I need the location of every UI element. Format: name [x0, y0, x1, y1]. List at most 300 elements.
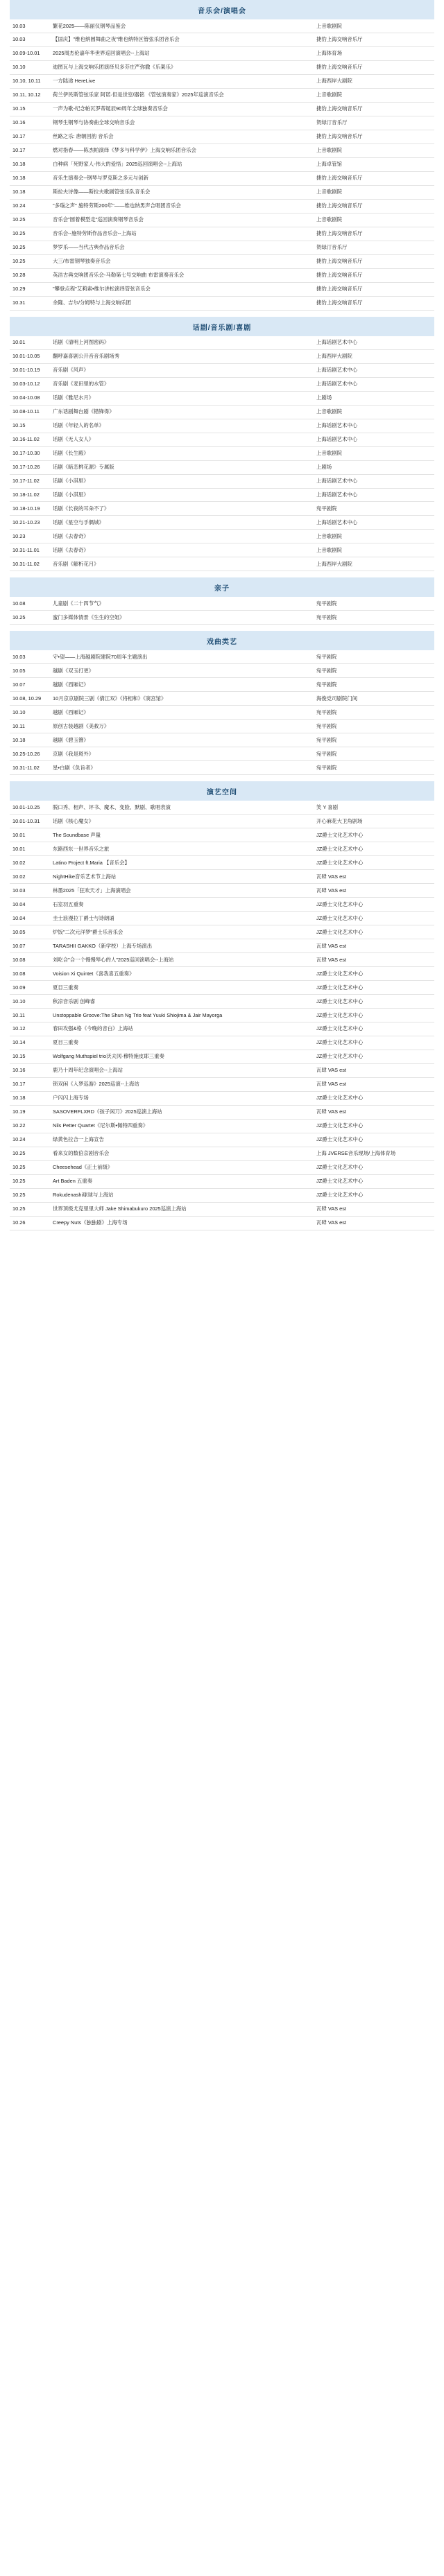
event-date: 10.02	[10, 856, 50, 870]
event-date: 10.11, 10.12	[10, 88, 50, 102]
section-spacer-cell	[10, 775, 434, 782]
table-row	[10, 171, 434, 185]
event-name: 10月京京剧院三剧《倩江双》《将相和》《窦宫馆》	[50, 692, 314, 706]
event-name: 音乐剧《风声》	[50, 363, 314, 377]
event-date: 10.25	[10, 241, 50, 254]
event-venue: 上剧场	[314, 391, 434, 405]
event-venue: 捷豹上海交响音乐厅	[314, 296, 434, 310]
event-date: 10.10	[10, 706, 50, 720]
event-date: 10.17	[10, 143, 50, 157]
event-name: 锁双闲《入梦巡游》2025巡演--上海站	[50, 1077, 314, 1091]
event-name: 星•白剧《负旨者》	[50, 761, 314, 775]
event-venue: 上海西岸大剧院	[314, 349, 434, 363]
event-date: 10.03	[10, 650, 50, 663]
event-date: 10.31	[10, 296, 50, 310]
event-venue: 捷豹上海交响音乐厅	[314, 268, 434, 282]
section-title: 亲子	[10, 577, 434, 597]
event-venue: JZ爵士文化艺术中心	[314, 842, 434, 856]
event-venue: JZ爵士文化艺术中心	[314, 1036, 434, 1050]
event-name: 炉饭"二次元洋梦"爵士乐音乐会	[50, 925, 314, 939]
event-date: 10.05	[10, 925, 50, 939]
event-venue: JZ爵士文化艺术中心	[314, 898, 434, 912]
event-date: 10.17	[10, 1077, 50, 1091]
event-date: 10.15	[10, 419, 50, 433]
event-venue: 上音歌剧院	[314, 530, 434, 543]
event-date: 10.08	[10, 597, 50, 610]
table-row	[10, 241, 434, 254]
event-venue: 贺绿汀音乐厅	[314, 241, 434, 254]
table-row	[10, 1050, 434, 1063]
event-venue: 上海话剧艺术中心	[314, 474, 434, 488]
event-name: Voision Xi Quintet《喜我喜五重奏》	[50, 967, 314, 981]
table-row	[10, 1133, 434, 1147]
event-name: Art Baden 五重奏	[50, 1174, 314, 1188]
event-date: 10.18	[10, 733, 50, 747]
event-date: 10.07	[10, 678, 50, 692]
table-row	[10, 1216, 434, 1230]
event-date: 10.17-11.02	[10, 474, 50, 488]
table-row	[10, 88, 434, 102]
table-row	[10, 336, 434, 349]
event-date: 10.10	[10, 60, 50, 74]
table-row	[10, 391, 434, 405]
event-date: 10.01-10.25	[10, 801, 50, 814]
event-date: 10.18	[10, 185, 50, 199]
event-date: 10.23	[10, 530, 50, 543]
event-venue: 捷豹上海交响音乐厅	[314, 199, 434, 213]
event-name: 钢琴生钢琴与协奏曲全球交响音乐会	[50, 116, 314, 130]
event-name: Rokudenashi球球与上海站	[50, 1188, 314, 1202]
event-venue: 捷豹上海交响音乐厅	[314, 102, 434, 116]
event-name: 余隆、吉尔/分姆特与上海交响乐团	[50, 296, 314, 310]
event-name: 繁花2025——陈丽仪钢琴品鉴会	[50, 19, 314, 33]
event-date: 10.25	[10, 1202, 50, 1216]
event-date: 10.07	[10, 939, 50, 953]
event-venue: 上音歌剧院	[314, 19, 434, 33]
table-row	[10, 953, 434, 967]
table-row	[10, 543, 434, 557]
table-row	[10, 981, 434, 995]
event-name: The Soundbase 声量	[50, 828, 314, 842]
table-row	[10, 1022, 434, 1036]
event-venue: 上海话剧艺术中心	[314, 377, 434, 391]
event-venue: 上剧场	[314, 460, 434, 474]
event-name: 话剧《清明上河图密码》	[50, 336, 314, 349]
event-venue: 上海话剧艺术中心	[314, 336, 434, 349]
table-row	[10, 530, 434, 543]
event-name: 秋凉音乐剧 创峰睿	[50, 995, 314, 1009]
event-name: 【国庆】"维也纳圆舞曲之夜"维也纳特区管弦乐团音乐会	[50, 33, 314, 46]
table-row	[10, 130, 434, 143]
section-header	[10, 317, 434, 336]
event-venue: 宛平剧院	[314, 597, 434, 610]
table-row	[10, 856, 434, 870]
event-venue: JZ爵士文化艺术中心	[314, 1188, 434, 1202]
event-venue: 宛平剧院	[314, 664, 434, 678]
event-venue: 捷豹上海交响音乐厅	[314, 282, 434, 296]
table-row	[10, 74, 434, 88]
event-venue: 上海体育场	[314, 46, 434, 60]
section-header	[10, 577, 434, 597]
event-venue: 笑 Y 喜剧	[314, 801, 434, 814]
event-venue: 捷豹上海交响音乐厅	[314, 33, 434, 46]
table-row	[10, 1174, 434, 1188]
table-row	[10, 1077, 434, 1091]
table-row	[10, 870, 434, 884]
event-venue: JZ爵士文化艺术中心	[314, 1119, 434, 1133]
event-name: 话剧《去春奇》	[50, 543, 314, 557]
table-row	[10, 1036, 434, 1050]
event-date: 10.15	[10, 1050, 50, 1063]
event-date: 10.28	[10, 268, 50, 282]
event-date: 10.24	[10, 199, 50, 213]
table-row	[10, 912, 434, 925]
table-row	[10, 363, 434, 377]
table-row	[10, 268, 434, 282]
event-name: 看来女的数倍京剧音乐会	[50, 1147, 314, 1160]
table-row	[10, 557, 434, 571]
event-date: 10.19	[10, 1105, 50, 1119]
table-row	[10, 1147, 434, 1160]
event-name: 世界顶级尤克里里大师 Jake Shimabukuro 2025巡演上海站	[50, 1202, 314, 1216]
event-name: 话剧《暗恋桃花源》专属版	[50, 460, 314, 474]
table-row	[10, 650, 434, 663]
event-date: 10.01-10.31	[10, 815, 50, 828]
event-date: 10.25	[10, 213, 50, 227]
event-date: 10.01	[10, 842, 50, 856]
event-name: 东路西东一世界音乐之旅	[50, 842, 314, 856]
section-title: 音乐会/演唱会	[10, 0, 434, 19]
table-row	[10, 349, 434, 363]
event-venue: JZ爵士文化艺术中心	[314, 981, 434, 995]
event-venue: 开心麻花大卫角剧场	[314, 815, 434, 828]
event-date: 10.31-11.02	[10, 761, 50, 775]
table-row	[10, 102, 434, 116]
event-date: 10.24	[10, 1133, 50, 1147]
event-name: 守•望——上海越剧院建院70周年主题演出	[50, 650, 314, 663]
event-venue: 上海西岸大剧院	[314, 74, 434, 88]
event-name: Wolfgang Muthspiel trio沃夫冈·穆特施皮耶三重奏	[50, 1050, 314, 1063]
event-date: 10.25-10.26	[10, 747, 50, 761]
event-venue: 捷豹上海交响音乐厅	[314, 130, 434, 143]
event-date: 10.10	[10, 995, 50, 1009]
table-row	[10, 377, 434, 391]
event-date: 10.25	[10, 1160, 50, 1174]
event-date: 10.25	[10, 227, 50, 241]
event-name: 越剧《西厢记》	[50, 706, 314, 720]
section-title: 戏曲类艺	[10, 631, 434, 650]
table-row	[10, 678, 434, 692]
event-name: 儿童剧《二十四节气》	[50, 597, 314, 610]
table-row	[10, 597, 434, 610]
event-name: 丝路之乐: 唐朝回韵 音乐会	[50, 130, 314, 143]
event-venue: JZ爵士文化艺术中心	[314, 1009, 434, 1022]
event-name: "攀登点程"艾莉索•维尔讲松演绎管弦音乐会	[50, 282, 314, 296]
event-venue: 瓦肆 VAS est	[314, 939, 434, 953]
table-row	[10, 967, 434, 981]
event-date: 10.04	[10, 898, 50, 912]
event-date: 10.05	[10, 664, 50, 678]
table-row	[10, 213, 434, 227]
table-row	[10, 1202, 434, 1216]
table-row	[10, 828, 434, 842]
event-name: 白种病「死野家人-伟大的爱悟」2025巡回演唱会--上海站	[50, 157, 314, 171]
event-venue: JZ爵士文化艺术中心	[314, 1133, 434, 1147]
event-name: 英洁古典交响团音乐会-马勒第七号交响曲 布雷演奏音乐会	[50, 268, 314, 282]
event-venue: 上音歌剧院	[314, 543, 434, 557]
event-date: 10.22	[10, 1119, 50, 1133]
section-header	[10, 0, 434, 19]
event-name: 燃对指春——陈杰帕演绎《梦多与科学伊》上海交响乐团音乐会	[50, 143, 314, 157]
event-date: 10.11	[10, 720, 50, 733]
event-name: 脱口秀、相声、评书、魔术、变脸、默剧、歌唱表演	[50, 801, 314, 814]
table-row	[10, 720, 434, 733]
event-venue: 上海话剧艺术中心	[314, 433, 434, 446]
event-venue: JZ爵士文化艺术中心	[314, 1022, 434, 1036]
table-row	[10, 898, 434, 912]
event-venue: 捷豹上海交响音乐厅	[314, 171, 434, 185]
table-row	[10, 815, 434, 828]
event-venue: 上海西岸大剧院	[314, 557, 434, 571]
event-name: 蜜门多媒体情景《生生的空姐》	[50, 611, 314, 625]
event-venue: 宛平剧院	[314, 761, 434, 775]
table-row	[10, 747, 434, 761]
event-venue: 瓦肆 VAS est	[314, 870, 434, 884]
event-venue: 瓦肆 VAS est	[314, 884, 434, 898]
section-spacer	[10, 775, 434, 782]
event-venue: 上海话剧艺术中心	[314, 516, 434, 530]
event-name: Nils Petter Quartet《尼尔斯•佩特四重奏》	[50, 1119, 314, 1133]
event-name: 原创古装越剧《美救万》	[50, 720, 314, 733]
event-venue: 海俊党司剧院门间	[314, 692, 434, 706]
event-date: 10.25	[10, 1174, 50, 1188]
table-row	[10, 706, 434, 720]
event-name: 夏目三重奏	[50, 981, 314, 995]
event-venue: 宛平剧院	[314, 733, 434, 747]
event-venue: 上音歌剧院	[314, 88, 434, 102]
event-name: 话剧《小淇里》	[50, 474, 314, 488]
event-venue: 宛平剧院	[314, 502, 434, 516]
table-row	[10, 692, 434, 706]
event-venue: 瓦肆 VAS est	[314, 1063, 434, 1077]
event-name: Unstoppable Groove:The Shun Ng Trio feat Yuuki Shiojima & Jair Mayorga	[50, 1009, 314, 1022]
table-row	[10, 296, 434, 310]
event-date: 10.17-10.30	[10, 446, 50, 460]
table-row	[10, 611, 434, 625]
event-venue: 瓦肆 VAS est	[314, 953, 434, 967]
table-row	[10, 1105, 434, 1119]
event-venue: 捷豹上海交响音乐厅	[314, 227, 434, 241]
event-venue: 宛平剧院	[314, 678, 434, 692]
event-date: 10.25	[10, 1188, 50, 1202]
event-name: 一声为歌-纪念帕瓦罗蒂诞辰90周年全球独奏音乐会	[50, 102, 314, 116]
event-venue: JZ爵士文化艺术中心	[314, 1160, 434, 1174]
event-name: NightHike音乐艺术节上海站	[50, 870, 314, 884]
event-venue: 宛平剧院	[314, 747, 434, 761]
table-row	[10, 884, 434, 898]
event-name: 刘吃合"合一个慢慢琴心的人"2025巡回演唱会--上海站	[50, 953, 314, 967]
event-name: 话剧《无人女人》	[50, 433, 314, 446]
event-venue: JZ爵士文化艺术中心	[314, 828, 434, 842]
event-name: TARASHII GAKKO（新学校）上海专场演出	[50, 939, 314, 953]
table-row	[10, 419, 434, 433]
event-name: 音乐剧《解析花月》	[50, 557, 314, 571]
table-row	[10, 502, 434, 516]
event-date: 10.25	[10, 1147, 50, 1160]
event-venue: JZ爵士文化艺术中心	[314, 1050, 434, 1063]
event-name: 话剧《长生殿》	[50, 446, 314, 460]
event-venue: 上音歌剧院	[314, 405, 434, 419]
section-title: 话剧/音乐剧/喜剧	[10, 317, 434, 336]
event-name: 荷兰伊民斯管弦乐家 阿诺·但是世室/器铭 《管弦演奏家》2025年巡演音乐会	[50, 88, 314, 102]
event-name: 京剧《我是斑外》	[50, 747, 314, 761]
event-name: Cheesehead《正土前级》	[50, 1160, 314, 1174]
event-name: SASOVERFLXRD《孩子闲刀》2025巡演上海站	[50, 1105, 314, 1119]
section-spacer	[10, 310, 434, 317]
event-date: 10.09	[10, 981, 50, 995]
event-venue: 上音歌剧院	[314, 446, 434, 460]
event-name: 石室羽五重奏	[50, 898, 314, 912]
event-name: 音乐剧《麦田里的水管》	[50, 377, 314, 391]
table-row	[10, 761, 434, 775]
event-listing-page	[0, 0, 444, 1230]
table-row	[10, 60, 434, 74]
event-venue: 宛平剧院	[314, 611, 434, 625]
event-date: 10.11	[10, 1009, 50, 1022]
section-spacer-cell	[10, 625, 434, 632]
event-name: 大三/布雷钢琴独奏音乐会	[50, 254, 314, 268]
event-date: 10.18-11.02	[10, 488, 50, 502]
event-name: 翻呼嘉喜剧公开音音乐剧场秀	[50, 349, 314, 363]
event-date: 10.08	[10, 967, 50, 981]
event-date: 10.03	[10, 33, 50, 46]
table-row	[10, 842, 434, 856]
event-name: 林墨2025「狂欢天才」上海演唱会	[50, 884, 314, 898]
event-listing-table	[10, 0, 434, 1230]
table-row	[10, 33, 434, 46]
event-date: 10.25	[10, 254, 50, 268]
event-date: 10.08	[10, 953, 50, 967]
event-venue: 宛平剧院	[314, 706, 434, 720]
event-name: 鹿乃十周年纪念演唱会--上海站	[50, 1063, 314, 1077]
table-row	[10, 1091, 434, 1105]
event-date: 10.01-10.05	[10, 349, 50, 363]
event-name: 春田攻强&格《今晚的音白》上海站	[50, 1022, 314, 1036]
event-date: 10.16-11.02	[10, 433, 50, 446]
event-date: 10.14	[10, 1036, 50, 1050]
event-date: 10.17	[10, 130, 50, 143]
table-row	[10, 46, 434, 60]
event-name: 越剧《双玉打更》	[50, 664, 314, 678]
event-venue: JZ爵士文化艺术中心	[314, 856, 434, 870]
event-date: 10.04-10.08	[10, 391, 50, 405]
event-venue: 上海 JVERSE音乐现场/上海体育场	[314, 1147, 434, 1160]
event-name: Creepy Nuts《独独剧》上海专场	[50, 1216, 314, 1230]
event-name: 一方陆途 HereLive	[50, 74, 314, 88]
event-name: 音乐会--施特劳斯作品音乐会--上海站	[50, 227, 314, 241]
event-date: 10.04	[10, 912, 50, 925]
event-date: 10.17-10.26	[10, 460, 50, 474]
table-row	[10, 664, 434, 678]
table-row	[10, 446, 434, 460]
event-venue: 瓦肆 VAS est	[314, 1202, 434, 1216]
event-name: 话剧《星空与手偶城》	[50, 516, 314, 530]
event-name: 话剧《小淇里》	[50, 488, 314, 502]
section-spacer-cell	[10, 571, 434, 578]
table-row	[10, 19, 434, 33]
table-row	[10, 733, 434, 747]
event-venue: 捷豹上海交响音乐厅	[314, 60, 434, 74]
event-venue: JZ爵士文化艺术中心	[314, 912, 434, 925]
event-date: 10.08, 10.29	[10, 692, 50, 706]
event-name: 越剧《碧玉簪》	[50, 733, 314, 747]
event-name: 户闪闪上海专场	[50, 1091, 314, 1105]
event-date: 10.16	[10, 116, 50, 130]
event-venue: 上海话剧艺术中心	[314, 363, 434, 377]
section-spacer-cell	[10, 310, 434, 317]
section-spacer	[10, 625, 434, 632]
table-row	[10, 1119, 434, 1133]
event-name: 音乐会"圆着模型走"巡回演奏钢琴音乐会	[50, 213, 314, 227]
event-name: 话剧《年轻人的名单》	[50, 419, 314, 433]
table-row	[10, 939, 434, 953]
event-name: 梦罗乐——当代古典作品音乐会	[50, 241, 314, 254]
event-name: "多瑙之声" 施特劳斯200年"——维也纳男声合唱团音乐会	[50, 199, 314, 213]
event-venue: 上音歌剧院	[314, 185, 434, 199]
table-row	[10, 433, 434, 446]
event-venue: 宛平剧院	[314, 720, 434, 733]
table-row	[10, 1063, 434, 1077]
event-venue: 上音歌剧院	[314, 143, 434, 157]
event-date: 10.15	[10, 102, 50, 116]
event-venue: 瓦肆 VAS est	[314, 1105, 434, 1119]
table-row	[10, 1009, 434, 1022]
table-row	[10, 460, 434, 474]
event-venue: 上海话剧艺术中心	[314, 488, 434, 502]
event-date: 10.31-11.02	[10, 557, 50, 571]
section-spacer	[10, 571, 434, 578]
event-date: 10.09-10.01	[10, 46, 50, 60]
table-row	[10, 254, 434, 268]
event-venue: JZ爵士文化艺术中心	[314, 925, 434, 939]
event-name: 广东话剧舞台剧《错锋得》	[50, 405, 314, 419]
event-date: 10.01	[10, 828, 50, 842]
event-name: 斯拉夫诗像——斯拉夫歌剧管弦乐队音乐会	[50, 185, 314, 199]
event-date: 10.29	[10, 282, 50, 296]
table-row	[10, 405, 434, 419]
event-date: 10.01	[10, 336, 50, 349]
event-venue: 贺绿汀音乐厅	[314, 116, 434, 130]
event-name: 话剧《核心魔女》	[50, 815, 314, 828]
event-date: 10.03-10.12	[10, 377, 50, 391]
table-row	[10, 925, 434, 939]
table-row	[10, 1160, 434, 1174]
event-date: 10.25	[10, 611, 50, 625]
event-date: 10.18	[10, 1091, 50, 1105]
table-row	[10, 516, 434, 530]
table-row	[10, 157, 434, 171]
event-name: 越剧《西厢记》	[50, 678, 314, 692]
event-venue: JZ爵士文化艺术中心	[314, 1091, 434, 1105]
event-date: 10.31-11.01	[10, 543, 50, 557]
table-row	[10, 199, 434, 213]
event-date: 10.18-10.19	[10, 502, 50, 516]
event-date: 10.08-10.11	[10, 405, 50, 419]
event-name: 迪图瓦与上海交响乐团演绎贝多芬庄严弥撒《乐架乐》	[50, 60, 314, 74]
event-date: 10.12	[10, 1022, 50, 1036]
event-venue: JZ爵士文化艺术中心	[314, 967, 434, 981]
event-name: 夏目三重奏	[50, 1036, 314, 1050]
